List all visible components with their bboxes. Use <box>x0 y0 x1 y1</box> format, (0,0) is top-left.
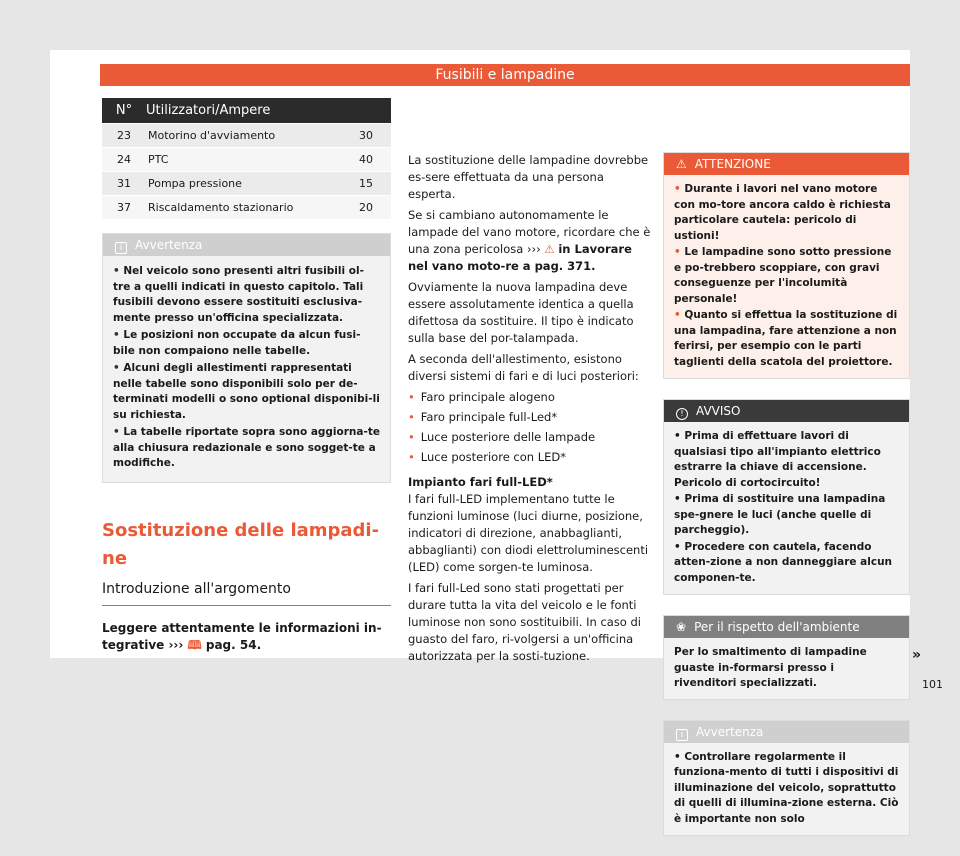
warning-item: • Le lampadine sono sotto pressione e po-trebbero scoppiare, con gravi conseguenze per l'incolumità personale! <box>674 246 892 305</box>
arrow-ref-icon: ››› <box>168 637 184 652</box>
notice-item: • Procedere con cautela, facendo atten-zione a non danneggiare alcun componen-te. <box>674 540 893 584</box>
section-title: Sostituzione delle lampadi-ne <box>102 519 380 569</box>
note-box <box>102 233 391 483</box>
fuse-ampere: 20 <box>341 195 391 219</box>
continue-mark: » <box>912 647 922 663</box>
notice-box <box>663 399 910 595</box>
bullet-icon: • <box>674 540 685 553</box>
paragraph: I fari full-Led sono stati progettati per durare tutta la vita del veicolo e le fonti luminose non sono sostituibili. In caso di guasto del faro, ri-volgersi a un'officina autorizzata per la sosti-tuzione. <box>408 581 641 663</box>
bullet-icon: • <box>674 493 685 505</box>
note-item: • Nel veicolo sono presenti altri fusibili ol-tre a quelli indicati in questo capitolo. Tali fusibili devono essere sostituiti esclusiva-mente presso un'officina specializzata. <box>113 265 364 324</box>
page-header: Fusibili e lampadine <box>100 64 910 86</box>
subheading: Impianto fari full-LED* <box>408 475 553 489</box>
paragraph: Ovviamente la nuova lampadina deve essere assolutamente identica a quella difettosa da sostituire. Il tipo è indicato sulla base del por-talampada. <box>408 280 634 345</box>
notice-item: • Prima di sostituire una lampadina spe-gnere le luci (anche quelle di parcheggio). <box>674 493 886 536</box>
note-item: • Alcuni degli allestimenti rappresentati nelle tabelle sono disponibili solo per de-terminati modelli o sono optional disponibi-li su richiesta. <box>113 362 380 421</box>
light-systems-list <box>408 389 652 466</box>
environment-body: Per lo smaltimento di lampadine guaste in-formarsi presso i rivenditori specializzati. <box>664 638 909 699</box>
table-row <box>102 195 391 219</box>
notice-header <box>664 400 909 422</box>
note-item: • La tabelle riportate sopra sono aggiorna-te alla chiusura redazionale e sono sogget-te a modifiche. <box>113 426 380 469</box>
paragraph: I fari full-LED implementano tutte le funzioni luminose (luci diurne, posizione, indicatori di direzione, anabbaglianti, abbaglianti) con diodi elettroluminescenti (LED) come sorgen-te luminosa. <box>408 492 649 574</box>
paragraph: A seconda dell'allestimento, esistono diversi sistemi di fari e di luci posteriori: <box>408 352 639 383</box>
manual-page <box>50 50 943 825</box>
warning-body <box>664 175 909 378</box>
bullet-icon: • <box>408 390 415 404</box>
table-row <box>102 171 391 195</box>
page-number: 101 <box>922 678 943 691</box>
alert-circle-icon: ! <box>676 408 688 420</box>
middle-column <box>408 152 652 669</box>
col-usage-header: Utilizzatori/Ampere <box>146 98 391 123</box>
notice-body <box>664 422 909 594</box>
list-item: • Luce posteriore delle lampade <box>408 430 596 444</box>
bullet-icon: • <box>113 426 124 438</box>
bullet-icon: • <box>408 430 415 444</box>
note-item: • Controllare regolarmente il funziona-mento di tutti i dispositivi di illuminazione del veicolo, soprattutto di quelli di illumina-zione esterna. Ciò è importante non solo <box>674 750 899 825</box>
right-column <box>663 152 910 856</box>
note-body <box>103 256 390 482</box>
flower-icon: ❀ <box>676 620 687 634</box>
bullet-icon: • <box>674 309 685 321</box>
note-item: • Le posizioni non occupate da alcun fusi-bile non compaiono nelle tabelle. <box>113 329 361 357</box>
cross-reference-link[interactable]: in Lavorare nel vano moto-re a pag. 371. <box>408 242 632 273</box>
note-title: Avvertenza <box>135 238 203 252</box>
fuse-number: 23 <box>102 123 146 147</box>
section-subtitle: Introduzione all'argomento <box>102 581 391 606</box>
arrow-ref-icon: ››› <box>526 242 541 256</box>
note-box-2 <box>663 720 910 837</box>
bullet-icon: • <box>674 183 685 195</box>
fuse-usage: Riscaldamento stazionario <box>146 195 341 219</box>
warning-item: • Durante i lavori nel vano motore con mo-tore ancora caldo è richiesta particolare cautela: pericolo di ustioni! <box>674 183 891 242</box>
notice-item: • Prima di effettuare lavori di qualsiasi tipo all'impianto elettrico estrarre la chiave di accensione. Pericolo di cortocircuito! <box>674 430 881 489</box>
environment-header <box>664 616 909 638</box>
col-number-header: N° <box>102 98 146 123</box>
lead-text: Leggere attentamente le informazioni in-tegrative ››› 🕮 pag. 54. <box>102 620 382 652</box>
fuse-table <box>102 98 391 219</box>
note-body-2 <box>664 743 909 836</box>
list-item: • Faro principale alogeno <box>408 390 555 404</box>
page-link[interactable]: pag. 54. <box>205 637 262 652</box>
warning-icon: ⚠ <box>676 157 687 171</box>
bullet-icon: • <box>674 750 685 763</box>
table-row <box>102 123 391 147</box>
left-column <box>102 98 391 654</box>
bullet-icon: • <box>408 450 415 464</box>
warning-box <box>663 152 910 379</box>
warning-item: • Quanto si effettua la sostituzione di una lampadina, fare attenzione a non ferirsi, per esempio con le parti taglienti della scatola del proiettore. <box>674 309 898 368</box>
bullet-icon: • <box>408 410 415 424</box>
warning-icon: ⚠ <box>544 242 555 256</box>
paragraph: La sostituzione delle lampadine dovrebbe es-sere effettuata da una persona esperta. <box>408 153 649 201</box>
notice-title: AVVISO <box>696 404 741 418</box>
bullet-icon: • <box>113 362 124 374</box>
note-title-2: Avvertenza <box>696 724 764 739</box>
book-icon: 🕮 <box>187 637 202 652</box>
fuse-number: 37 <box>102 195 146 219</box>
bullet-icon: • <box>113 329 124 341</box>
bullet-icon: • <box>674 430 685 442</box>
fuse-number: 31 <box>102 171 146 195</box>
note-header-2 <box>664 721 909 743</box>
info-icon: i <box>115 242 127 254</box>
paragraph: Se si cambiano autonomamente le lampade del vano motore, ricordare che è una zona pericolosa ››› ⚠ in Lavorare nel vano moto-re a pag. 371. <box>408 208 651 273</box>
fuse-number: 24 <box>102 147 146 171</box>
bullet-icon: • <box>674 246 685 258</box>
environment-box <box>663 615 910 700</box>
list-item: • Faro principale full-Led* <box>408 410 558 424</box>
bullet-icon: • <box>113 265 124 277</box>
environment-title: Per il rispetto dell'ambiente <box>694 620 860 634</box>
list-item: • Luce posteriore con LED* <box>408 450 567 464</box>
fuse-usage: Motorino d'avviamento <box>146 123 341 147</box>
note-header <box>103 234 390 256</box>
fuse-usage: Pompa pressione <box>146 171 341 195</box>
info-icon: i <box>676 729 688 741</box>
warning-title: ATTENZIONE <box>694 157 771 171</box>
fuse-ampere: 15 <box>341 171 391 195</box>
warning-header <box>664 153 909 175</box>
fuse-ampere: 30 <box>341 123 391 147</box>
table-row <box>102 147 391 171</box>
fuse-ampere: 40 <box>341 147 391 171</box>
fuse-usage: PTC <box>146 147 341 171</box>
